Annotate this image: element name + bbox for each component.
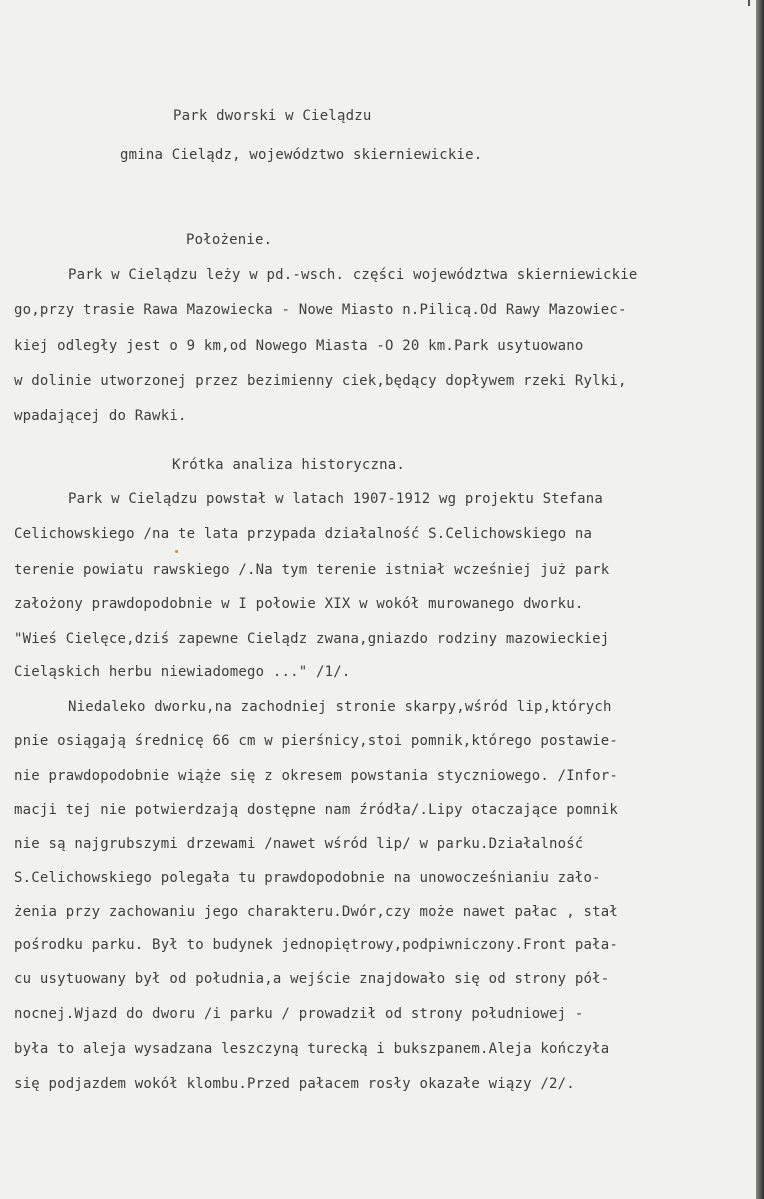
ink-spot	[175, 550, 178, 553]
paragraph-line: nie prawdopodobnie wiąże się z okresem powstania styczniowego. /Infor-	[14, 768, 619, 784]
paragraph-line: nie są najgrubszymi drzewami /nawet wśród lip/ w parku.Działalność	[14, 836, 584, 852]
paragraph-line: w dolinie utworzonej przez bezimienny ciek,będący dopływem rzeki Rylki,	[14, 373, 627, 389]
paragraph-line: założony prawdopodobnie w I połowie XIX w wokół murowanego dworku.	[14, 596, 584, 612]
paragraph-line: Celichowskiego /na te lata przypada działalność S.Celichowskiego na	[14, 526, 593, 542]
section-heading-location: Położenie.	[186, 232, 273, 248]
paragraph-line: Park w Cielądzu powstał w latach 1907-1912 wg projektu Stefana	[68, 491, 603, 507]
paragraph-line: Park w Cielądzu leży w pd.-wsch. części województwa skierniewickie	[68, 267, 638, 283]
document-title: Park dworski w Cielądzu	[173, 108, 372, 124]
paragraph-line: pośrodku parku. Był to budynek jednopiętrowy,podpiwniczony.Front pała-	[14, 937, 619, 953]
paragraph-line: terenie powiatu rawskiego /.Na tym terenie istniał wcześniej już park	[14, 562, 610, 578]
paragraph-line: Cieląskich herbu niewiadomego ..." /1/.	[14, 664, 351, 680]
corner-mark	[748, 0, 750, 6]
paragraph-line: go,przy trasie Rawa Mazowiecka - Nowe Miasto n.Pilicą.Od Rawy Mazowiec-	[14, 302, 627, 318]
paragraph-line: pnie osiągają średnicę 66 cm w pierśnicy,stoi pomnik,którego postawie-	[14, 733, 619, 749]
document-subtitle: gmina Cielądz, województwo skierniewickie.	[120, 147, 483, 163]
section-heading-history: Krótka analiza historyczna.	[172, 457, 405, 473]
paragraph-line: się podjazdem wokół klombu.Przed pałacem rosły okazałe wiązy /2/.	[14, 1076, 575, 1092]
paragraph-line: żenia przy zachowaniu jego charakteru.Dwór,czy może nawet pałac , stał	[14, 904, 619, 920]
paragraph-line: macji tej nie potwierdzają dostępne nam źródła/.Lipy otaczające pomnik	[14, 802, 619, 818]
paragraph-line: S.Celichowskiego polegała tu prawdopodobnie na unowocześnianiu zało-	[14, 870, 601, 886]
paragraph-line: kiej odległy jest o 9 km,od Nowego Miasta -O 20 km.Park usytuowano	[14, 338, 584, 354]
paragraph-line: cu usytuowany był od południa,a wejście znajdowało się od strony pół-	[14, 971, 610, 987]
paragraph-line: była to aleja wysadzana leszczyną turecką i bukszpanem.Aleja kończyła	[14, 1041, 610, 1057]
paragraph-line: Niedaleko dworku,na zachodniej stronie skarpy,wśród lip,których	[68, 699, 612, 715]
paragraph-line: wpadającej do Rawki.	[14, 408, 187, 424]
paragraph-line: nocnej.Wjazd do dworu /i parku / prowadził od strony południowej -	[14, 1006, 584, 1022]
paragraph-line: "Wieś Cielęce,dziś zapewne Cielądz zwana,gniazdo rodziny mazowieckiej	[14, 631, 610, 647]
page-edge-border	[756, 0, 764, 1199]
